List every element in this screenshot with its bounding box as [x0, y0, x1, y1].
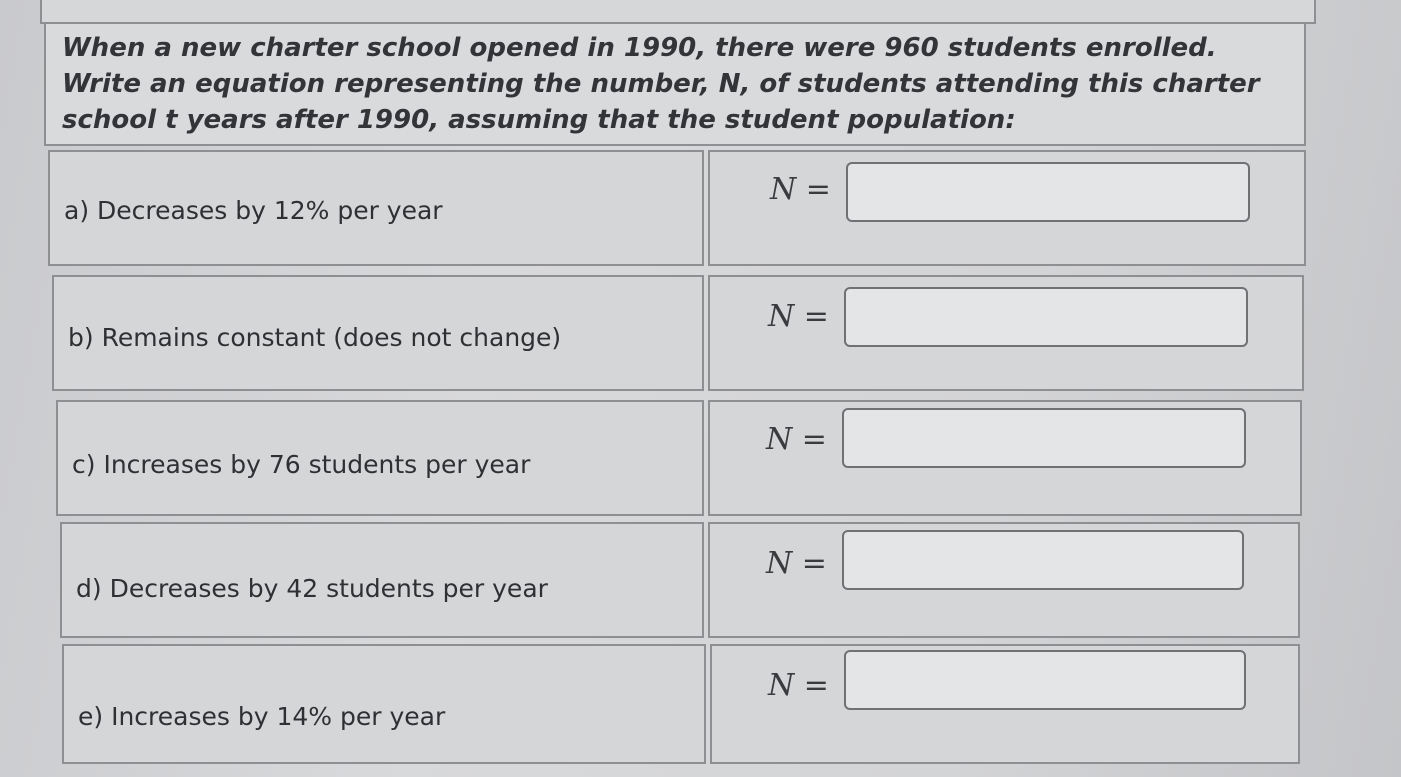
- part-a-answer-input[interactable]: [846, 162, 1250, 222]
- part-c-equation-prefix: N =: [766, 422, 827, 457]
- part-a-equation-prefix: N =: [770, 172, 831, 207]
- part-b-label: b) Remains constant (does not change): [68, 323, 562, 352]
- part-d-answer-cell: [708, 522, 1300, 638]
- question-prompt: When a new charter school opened in 1990, there were 960 students enrolled. Write an equation representing the number, N, of students attending this charter school t years after 1990, assuming that the student population:: [62, 33, 1260, 135]
- part-b-label-cell: [52, 275, 704, 391]
- part-b-row: [52, 275, 1306, 395]
- part-e-equation-prefix: N =: [768, 668, 829, 703]
- part-d-answer-input[interactable]: [842, 530, 1244, 590]
- part-e-label-cell: [62, 644, 706, 764]
- part-d-label: d) Decreases by 42 students per year: [76, 574, 548, 603]
- part-c-answer-cell: [708, 400, 1302, 516]
- part-e-answer-input[interactable]: [844, 650, 1246, 710]
- part-d-label-cell: [60, 522, 704, 638]
- part-e-label: e) Increases by 14% per year: [78, 702, 446, 731]
- part-c-answer-input[interactable]: [842, 408, 1246, 468]
- part-e-row: [62, 644, 1302, 764]
- part-a-row: [48, 150, 1308, 270]
- part-a-answer-cell: [708, 150, 1306, 266]
- part-e-answer-cell: [710, 644, 1300, 764]
- part-a-label: a) Decreases by 12% per year: [64, 196, 443, 225]
- question-prompt-box: [44, 22, 1306, 146]
- part-d-equation-prefix: N =: [766, 546, 827, 581]
- part-b-equation-prefix: N =: [768, 299, 829, 334]
- part-b-answer-cell: [708, 275, 1304, 391]
- part-c-label: c) Increases by 76 students per year: [72, 450, 531, 479]
- part-a-label-cell: [48, 150, 704, 266]
- part-b-answer-input[interactable]: [844, 287, 1248, 347]
- part-c-row: [56, 400, 1304, 520]
- previous-section-edge: [40, 0, 1316, 24]
- part-c-label-cell: [56, 400, 704, 516]
- part-d-row: [60, 522, 1302, 642]
